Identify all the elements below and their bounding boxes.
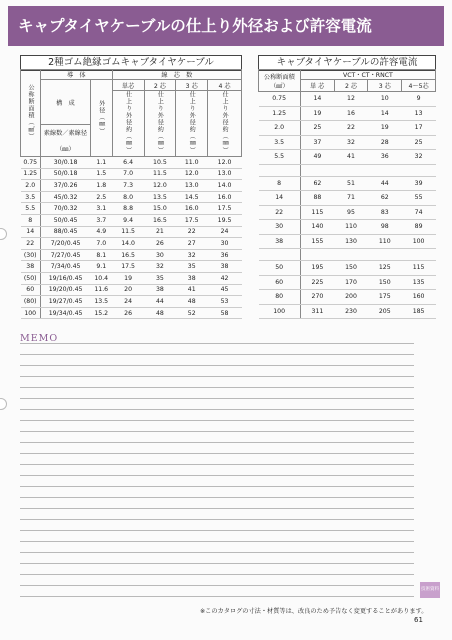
table-cell: 16.0 bbox=[176, 203, 208, 215]
table-cell: 14 bbox=[259, 191, 301, 206]
table-cell: 45 bbox=[208, 284, 242, 296]
table-cell: 98 bbox=[368, 220, 402, 235]
table-cell bbox=[334, 164, 368, 176]
table-cell: 16 bbox=[334, 106, 368, 121]
hdr-core-2: 2 芯 bbox=[334, 80, 368, 92]
table-cell: 22 bbox=[334, 121, 368, 136]
table-cell: 50/0.18 bbox=[40, 168, 90, 180]
table-cell: 36 bbox=[208, 249, 242, 261]
table-cell: 8 bbox=[21, 214, 41, 226]
table-cell bbox=[368, 249, 402, 261]
table-cell: 35 bbox=[176, 261, 208, 273]
table-cell: 14.5 bbox=[176, 191, 208, 203]
table-cell: 9.1 bbox=[90, 261, 112, 273]
memo-line bbox=[20, 420, 414, 421]
table-row bbox=[21, 226, 242, 238]
table-cell: 100 bbox=[259, 304, 301, 319]
table-spacer-row bbox=[259, 164, 436, 176]
table-cell: 58 bbox=[208, 307, 242, 319]
table-cell: 14.0 bbox=[208, 180, 242, 192]
table-cell: 19/34/0.45 bbox=[40, 307, 90, 319]
memo-line bbox=[20, 563, 414, 564]
hdr-composition: 構 成 bbox=[40, 80, 90, 125]
table-cell: 80 bbox=[259, 290, 301, 305]
memo-line bbox=[20, 541, 414, 542]
memo-line bbox=[20, 475, 414, 476]
table-cell: 8 bbox=[259, 176, 301, 191]
memo-line bbox=[20, 431, 414, 432]
table-cell: 20 bbox=[112, 284, 144, 296]
table-cell: 13.0 bbox=[176, 180, 208, 192]
table-cell: 83 bbox=[368, 205, 402, 220]
table-cell: 9.4 bbox=[112, 214, 144, 226]
hdr-finished-diameter: 仕上り外径約（㎜） bbox=[144, 91, 176, 157]
table-cell: 270 bbox=[300, 290, 334, 305]
table-cell: 13.5 bbox=[144, 191, 176, 203]
table-cell: 3.5 bbox=[21, 191, 41, 203]
page-header bbox=[8, 6, 444, 46]
table-cell: 11.0 bbox=[176, 157, 208, 169]
table-cell: 88 bbox=[300, 191, 334, 206]
table-row bbox=[259, 304, 436, 319]
table-cell: 9 bbox=[402, 92, 436, 107]
table-cell: 39 bbox=[402, 176, 436, 191]
table-row bbox=[21, 296, 242, 308]
hdr-finished-diameter: 仕上り外径約（㎜） bbox=[176, 91, 208, 157]
table-cell: 14.0 bbox=[112, 238, 144, 250]
table-cell: 2.0 bbox=[21, 180, 41, 192]
table-cell: 0.75 bbox=[21, 157, 41, 169]
hdr-core-4-5: 4～5芯 bbox=[402, 80, 436, 92]
table-cell: 1.5 bbox=[90, 168, 112, 180]
table-row bbox=[21, 180, 242, 192]
table-cell: 45/0.32 bbox=[40, 191, 90, 203]
memo-line bbox=[20, 442, 414, 443]
table-cell: 11.5 bbox=[112, 226, 144, 238]
table-cell: 0.75 bbox=[259, 92, 301, 107]
table-row bbox=[21, 249, 242, 261]
table-cell: 11.6 bbox=[90, 284, 112, 296]
table-cell: 130 bbox=[334, 234, 368, 249]
table-row bbox=[259, 150, 436, 165]
table-cell: 10.5 bbox=[144, 157, 176, 169]
table-cell: 19/16/0.45 bbox=[40, 272, 90, 284]
table-cell: 36 bbox=[368, 150, 402, 165]
table-cell: 4.9 bbox=[90, 226, 112, 238]
table-cell: 41 bbox=[334, 150, 368, 165]
hdr-finished-diameter: 仕上り外径約（㎜） bbox=[112, 91, 144, 157]
table-cell bbox=[402, 249, 436, 261]
table-cell: 60 bbox=[21, 284, 41, 296]
table-row bbox=[259, 261, 436, 276]
table-row bbox=[21, 284, 242, 296]
table-cell: 62 bbox=[300, 176, 334, 191]
memo-line bbox=[20, 409, 414, 410]
table-cell: 1.25 bbox=[21, 168, 41, 180]
table-cell: 5.5 bbox=[259, 150, 301, 165]
table-cell: 125 bbox=[368, 261, 402, 276]
table-cell: 48 bbox=[176, 296, 208, 308]
table-cell: 12.0 bbox=[176, 168, 208, 180]
table-cell: 7.0 bbox=[112, 168, 144, 180]
table-cell: 22 bbox=[176, 226, 208, 238]
table-row bbox=[21, 191, 242, 203]
table-row bbox=[259, 220, 436, 235]
table-cell: 110 bbox=[368, 234, 402, 249]
table-cell bbox=[402, 164, 436, 176]
hdr-core-single: 単 芯 bbox=[300, 80, 334, 92]
table-row bbox=[21, 238, 242, 250]
table-cell bbox=[259, 249, 301, 261]
table-cell: 5.5 bbox=[21, 203, 41, 215]
memo-line bbox=[20, 552, 414, 553]
table-cell: 19 bbox=[112, 272, 144, 284]
hdr-core-3: 3 芯 bbox=[368, 80, 402, 92]
table-cell: 21 bbox=[144, 226, 176, 238]
hdr-core-3: 3 芯 bbox=[176, 80, 208, 91]
table-cell: 100 bbox=[402, 234, 436, 249]
memo-line bbox=[20, 398, 414, 399]
table-cell: 7.3 bbox=[112, 180, 144, 192]
table-cell: 35 bbox=[144, 272, 176, 284]
table-cell: 225 bbox=[300, 275, 334, 290]
table-cell: 16.5 bbox=[144, 214, 176, 226]
table-row bbox=[21, 261, 242, 273]
table-cell: 30 bbox=[144, 249, 176, 261]
table-cell: 30 bbox=[259, 220, 301, 235]
table-cell: 200 bbox=[334, 290, 368, 305]
table-cell: 22 bbox=[259, 205, 301, 220]
memo-line bbox=[20, 343, 414, 344]
table-cell: 19/27/0.45 bbox=[40, 296, 90, 308]
table-cell: 150 bbox=[368, 275, 402, 290]
table-cell: 2.5 bbox=[90, 191, 112, 203]
hdr-core-2: 2 芯 bbox=[144, 80, 176, 91]
table-cell: 155 bbox=[300, 234, 334, 249]
table-cell: 3.7 bbox=[90, 214, 112, 226]
memo-line bbox=[20, 508, 414, 509]
memo-line bbox=[20, 464, 414, 465]
table-cell: 37 bbox=[300, 135, 334, 150]
table-cell: 48 bbox=[144, 307, 176, 319]
table-cell bbox=[259, 164, 301, 176]
table-row bbox=[259, 92, 436, 107]
table-cell: 14 bbox=[300, 92, 334, 107]
table-cell: 12.0 bbox=[144, 180, 176, 192]
memo-line bbox=[20, 453, 414, 454]
cable-diameter-table bbox=[20, 69, 242, 319]
table-row bbox=[259, 290, 436, 305]
table-spacer-row bbox=[259, 249, 436, 261]
table-cell: 17.5 bbox=[112, 261, 144, 273]
table-cell: 1.25 bbox=[259, 106, 301, 121]
hdr-core-single: 単芯 bbox=[112, 80, 144, 91]
table-cell: 44 bbox=[368, 176, 402, 191]
table-cell: 41 bbox=[176, 284, 208, 296]
hdr-cable-type: VCT・CT・RNCT bbox=[300, 70, 435, 80]
memo-line bbox=[20, 365, 414, 366]
table-cell: 24 bbox=[208, 226, 242, 238]
table-cell: 8.1 bbox=[90, 249, 112, 261]
table-cell bbox=[368, 164, 402, 176]
table-cell: 7/34/0.45 bbox=[40, 261, 90, 273]
table-cell: 1.1 bbox=[90, 157, 112, 169]
table-cell: 195 bbox=[300, 261, 334, 276]
table-cell: 135 bbox=[402, 275, 436, 290]
table-cell: 53 bbox=[208, 296, 242, 308]
table-cell: 10.4 bbox=[90, 272, 112, 284]
table-cell: 26 bbox=[144, 238, 176, 250]
table-row bbox=[21, 203, 242, 215]
table-cell: 17.5 bbox=[208, 203, 242, 215]
table-row bbox=[21, 157, 242, 169]
table-cell: 38 bbox=[144, 284, 176, 296]
table-cell: 110 bbox=[334, 220, 368, 235]
table-cell: 27 bbox=[176, 238, 208, 250]
table-cell: 8.0 bbox=[112, 191, 144, 203]
table-cell: (50) bbox=[21, 272, 41, 284]
table-cell: 19 bbox=[300, 106, 334, 121]
table-cell: 28 bbox=[368, 135, 402, 150]
table-cell: 12.0 bbox=[208, 157, 242, 169]
table-cell: 25 bbox=[402, 135, 436, 150]
table-cell: 38 bbox=[21, 261, 41, 273]
table-cell: 44 bbox=[144, 296, 176, 308]
footnote: ※このカタログの寸法・材質等は、改良のため予告なく変更することがあります。 bbox=[200, 608, 428, 615]
table-cell: 26 bbox=[112, 307, 144, 319]
section-tab: 技術資料 bbox=[420, 582, 440, 598]
table-row bbox=[259, 275, 436, 290]
table-cell: (30) bbox=[21, 249, 41, 261]
table-cell: 17.5 bbox=[176, 214, 208, 226]
table-cell: 230 bbox=[334, 304, 368, 319]
memo-line bbox=[20, 387, 414, 388]
table-cell: 19 bbox=[368, 121, 402, 136]
table-cell: 1.8 bbox=[90, 180, 112, 192]
memo-line bbox=[20, 376, 414, 377]
binder-hole bbox=[0, 398, 7, 410]
table-cell: 19.5 bbox=[208, 214, 242, 226]
table-cell: 7/20/0.45 bbox=[40, 238, 90, 250]
table-cell: 13 bbox=[402, 106, 436, 121]
page-number: 61 bbox=[414, 616, 423, 624]
hdr-nominal-area: 公称断面積 （㎟） bbox=[259, 70, 301, 92]
table-cell: 49 bbox=[300, 150, 334, 165]
table-cell: 38 bbox=[259, 234, 301, 249]
table-cell: 12 bbox=[334, 92, 368, 107]
memo-line bbox=[20, 497, 414, 498]
hdr-outer-diameter: 外径（㎜） bbox=[90, 80, 112, 157]
page-title: キャプタイヤケーブルの仕上り外径および許容電流 bbox=[18, 17, 372, 35]
memo-line bbox=[20, 596, 414, 597]
hdr-strands: 素線数／素線径 （㎜） bbox=[40, 125, 90, 157]
table-cell: 205 bbox=[368, 304, 402, 319]
table-cell: 88/0.45 bbox=[40, 226, 90, 238]
table-row bbox=[21, 272, 242, 284]
table-cell: 22 bbox=[21, 238, 41, 250]
table-cell: 100 bbox=[21, 307, 41, 319]
table-row bbox=[21, 168, 242, 180]
table-cell: 185 bbox=[402, 304, 436, 319]
table-cell: 52 bbox=[176, 307, 208, 319]
table-cell: 15.0 bbox=[144, 203, 176, 215]
hdr-core-4: 4 芯 bbox=[208, 80, 242, 91]
table-cell: 71 bbox=[334, 191, 368, 206]
table-cell: 311 bbox=[300, 304, 334, 319]
table-cell: 38 bbox=[208, 261, 242, 273]
table-row bbox=[259, 191, 436, 206]
table-cell: 16.5 bbox=[112, 249, 144, 261]
table-row bbox=[259, 135, 436, 150]
table-cell: 140 bbox=[300, 220, 334, 235]
table-cell bbox=[334, 249, 368, 261]
table-cell: 50/0.45 bbox=[40, 214, 90, 226]
table-cell: 37/0.26 bbox=[40, 180, 90, 192]
table-cell: 3.1 bbox=[90, 203, 112, 215]
hdr-cores: 線 芯 数 bbox=[112, 70, 241, 80]
memo-line bbox=[20, 574, 414, 575]
table-cell: 32 bbox=[144, 261, 176, 273]
table-cell: 10 bbox=[368, 92, 402, 107]
table-row bbox=[259, 205, 436, 220]
table-cell: 17 bbox=[402, 121, 436, 136]
table-cell: 30 bbox=[208, 238, 242, 250]
table-cell: 16.0 bbox=[208, 191, 242, 203]
hdr-conductor: 導 体 bbox=[40, 70, 112, 80]
table-cell: 8.8 bbox=[112, 203, 144, 215]
table-cell: 14 bbox=[368, 106, 402, 121]
hdr-nominal-area: 公称断面積（㎟） bbox=[21, 70, 41, 157]
table-row bbox=[21, 307, 242, 319]
table-cell: 7/27/0.45 bbox=[40, 249, 90, 261]
table-cell: 19/20/0.45 bbox=[40, 284, 90, 296]
table-cell: 160 bbox=[402, 290, 436, 305]
table-cell: 95 bbox=[334, 205, 368, 220]
table-cell: 32 bbox=[402, 150, 436, 165]
table-cell: 3.5 bbox=[259, 135, 301, 150]
table-cell: 30/0.18 bbox=[40, 157, 90, 169]
table2-title: キャブタイヤケーブルの許容電流 bbox=[258, 55, 436, 71]
table-cell bbox=[300, 164, 334, 176]
memo-line bbox=[20, 585, 414, 586]
table-cell: 74 bbox=[402, 205, 436, 220]
table-cell: 55 bbox=[402, 191, 436, 206]
memo-line bbox=[20, 519, 414, 520]
memo-label: MEMO bbox=[20, 333, 59, 344]
binder-hole bbox=[0, 228, 7, 240]
table-cell: 62 bbox=[368, 191, 402, 206]
table-cell: 38 bbox=[176, 272, 208, 284]
table-cell: 7.0 bbox=[90, 238, 112, 250]
table-cell bbox=[300, 249, 334, 261]
table-cell: 150 bbox=[334, 261, 368, 276]
table-cell: 32 bbox=[334, 135, 368, 150]
table-cell: 15.2 bbox=[90, 307, 112, 319]
table-cell: 60 bbox=[259, 275, 301, 290]
table-cell: 24 bbox=[112, 296, 144, 308]
table-cell: 115 bbox=[402, 261, 436, 276]
table-cell: 11.5 bbox=[144, 168, 176, 180]
table-row bbox=[259, 234, 436, 249]
allowable-current-table bbox=[258, 69, 436, 319]
table-cell: 89 bbox=[402, 220, 436, 235]
table-cell: 50 bbox=[259, 261, 301, 276]
table-cell: 42 bbox=[208, 272, 242, 284]
table-row bbox=[21, 214, 242, 226]
table-cell: 51 bbox=[334, 176, 368, 191]
hdr-finished-diameter: 仕上り外径約（㎜） bbox=[208, 91, 242, 157]
table-cell: 13.0 bbox=[208, 168, 242, 180]
table-cell: 2.0 bbox=[259, 121, 301, 136]
table-row bbox=[259, 106, 436, 121]
table-cell: 32 bbox=[176, 249, 208, 261]
table-row bbox=[259, 121, 436, 136]
table-cell: 25 bbox=[300, 121, 334, 136]
table-cell: 14 bbox=[21, 226, 41, 238]
table-cell: 70/0.32 bbox=[40, 203, 90, 215]
table1-title: 2種ゴム絶縁ゴムキャブタイヤケーブル bbox=[20, 55, 242, 71]
table-cell: 175 bbox=[368, 290, 402, 305]
table-cell: 13.5 bbox=[90, 296, 112, 308]
table-cell: 115 bbox=[300, 205, 334, 220]
table-cell: (80) bbox=[21, 296, 41, 308]
memo-line bbox=[20, 486, 414, 487]
memo-line bbox=[20, 354, 414, 355]
memo-line bbox=[20, 530, 414, 531]
table-cell: 170 bbox=[334, 275, 368, 290]
table-row bbox=[259, 176, 436, 191]
table-cell: 6.4 bbox=[112, 157, 144, 169]
